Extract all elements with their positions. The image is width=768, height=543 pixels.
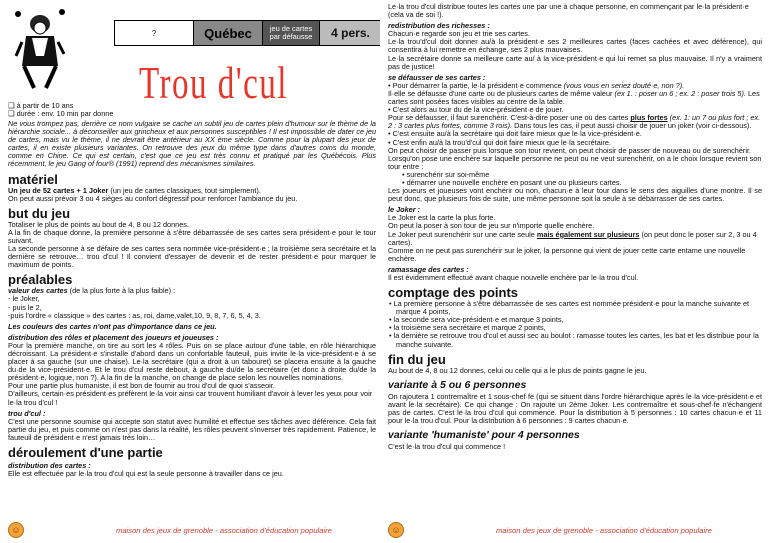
age-duration-block [8, 102, 113, 118]
page-title: Trou d'cul [139, 57, 288, 108]
distrib-roles-p1: Pour la première manche, on tire au sort les 4 rôles. Puis on se place autour d'une table, en rôle hiérarchique décroissant. La président·e s'installe d'abord dans un confortable fauteuil, puis invite le·la vice-président·e à se placer à sa gauche (sur une chaise). Le·la secrétaire (qui a droit à un tabouret) se placera ensuite à la gauche du·de la vice-président·e. Et le trou d'cul reste debout, à gauche du/de la secrétaire (et donc à droite du/de la président·e, logique, non ?). A la fin de la manche, on change de place selon les nouvelles nominations. [8, 340, 376, 383]
question-cell: ? [115, 21, 194, 45]
materiel-line2: On peut aussi prévoir 3 ou 4 sièges au confort dégressif pour renforcer l'ambiance du jeu. [8, 193, 298, 203]
players-label: 4 pers. [320, 21, 380, 45]
org-logo-icon: ☺ [8, 522, 24, 538]
footer-text: maison des jeux de grenoble - association d'éducation populaire [496, 525, 712, 535]
d4a: Pour se défausser, il faut surenchérir. C'est-à-dire poser une ou des cartes [388, 113, 631, 123]
redistrib-p1: Chacun·e regarde son jeu et trie ses cartes. [388, 29, 530, 39]
c4: • la dernière se retrouve trou d'cul et aussi sec au boulot : ramasse toutes les cartes, les bat et les distribue pour la manche suivante. [389, 331, 759, 349]
but-p2: A la fin de chaque donne, la première personne à s'être débarrassée de ses cartes sera président·e pour le tour suivant. [8, 227, 376, 245]
c2: • la seconde sera vice-président·e et marque 3 points, [389, 315, 564, 325]
variante1-heading: variante à 5 ou 6 personnes [388, 378, 527, 391]
couleurs-note: Les couleurs des cartes n'ont pas d'importance dans ce jeu. [8, 321, 217, 331]
but-heading: but du jeu [8, 205, 71, 221]
left-content [8, 120, 376, 478]
default-label: par défausse [269, 32, 313, 41]
ramassage-text: Il est évidemment effectué avant chaque nouvelle enchère par le·la trou d'cul. [388, 273, 639, 282]
j4: Comme on ne peut pas surenchérir sur le joker, la personne qui vient de jouer cette carte entame une nouvelle enchère. [388, 245, 746, 263]
duration-text: ❑ durée : env. 10 min par donne [8, 109, 114, 119]
header-banner [114, 20, 380, 46]
trou-heading: trou d'cul : [8, 408, 46, 418]
d2c: Les cartes sont posées faces visibles au centre de la table. [388, 88, 760, 107]
distrib-roles-heading: distribution des rôles et placement des joueurs et joueuses : [8, 332, 219, 342]
d1a: • Pour démarrer la partie, le·la président·e commence [388, 80, 564, 90]
d2a: Il·elle se défausse d'une carte ou de plusieurs cartes de même valeur [388, 88, 615, 98]
redistrib-p3: Le·la secrétaire donne sa meilleure carte au/ à la vice-président·e qui lui remet sa plus mauvaise. Il n'y a vraiment pas de justice! [388, 53, 762, 71]
variante2-text: C'est le·la trou d'cul qui commence ! [388, 442, 506, 452]
d6: • C'est enfin au/à la trou'd'cul qui doit faire mieux que le·la secrétaire. [388, 137, 611, 147]
right-page [388, 0, 764, 543]
jester-mascot-icon [14, 6, 66, 90]
valeur-l1: - le Joker, [8, 294, 40, 304]
d9: • surenchérir sur soi-même [402, 169, 490, 179]
ramassage-heading: ramassage des cartes : [388, 264, 469, 274]
valeur-l3: -puis l'ordre « classique » des cartes : as, roi, dame,valet,10, 9, 8, 7, 6, 5, 4, 3. [8, 310, 261, 320]
org-logo-icon: ☺ [388, 522, 404, 538]
right-content [388, 3, 762, 451]
d4b: plus fortes [630, 113, 668, 123]
j3c: (on peut donc le poser sur 2, 3 ou 4 cartes). [388, 229, 757, 247]
variante2-heading: variante 'humaniste' pour 4 personnes [388, 429, 580, 442]
defausser-heading: se défausser de ses cartes : [388, 72, 486, 82]
materiel-heading: matériel [8, 171, 58, 187]
valeur-label: valeur des cartes [8, 286, 68, 296]
fin-heading: fin du jeu [388, 351, 446, 367]
distrib-cartes-heading: distribution des cartes : [8, 461, 91, 470]
valeur-l2: - puis le 2, [8, 302, 42, 312]
fin-text: Au bout de 4, 8 ou 12 donnes, celui ou celle qui a le plus de points gagne le jeu. [388, 365, 647, 375]
prealables-heading: préalables [8, 272, 73, 288]
c3: • la troisième sera secrétaire et marque 2 points, [389, 323, 546, 333]
age-text: ❑ à partir de 10 ans [8, 101, 74, 110]
card-game-label: jeu de cartes [269, 24, 313, 33]
materiel-rest: (un jeu de cartes classiques, tout simplement). [108, 185, 261, 195]
distrib-cartes-text: Elle est effectuée par le·la trou d'cul qui est la seule personne à travailler dans ce jeu. [8, 469, 284, 479]
joker-heading: le Joker : [388, 205, 421, 215]
right-footer [388, 522, 712, 538]
d11: Les joueurs et joueuses vont enchérir ou non, chacun·e à leur tour dans le sens des aiguilles d'une montre. Il se peut donc, que plusieurs fois de suite, une même personne soit la seule à se débarrasser de ses cartes. [388, 186, 762, 204]
j3a: Le Joker peut surenchérir sur une carte seule [388, 229, 537, 239]
d10: • démarrer une nouvelle enchère en posant une ou plusieurs cartes. [402, 177, 622, 187]
game-type-label [263, 21, 320, 45]
comptage-heading: comptage des points [388, 285, 519, 301]
redistrib-heading: redistribution des richesses : [388, 21, 490, 31]
d8: Lorsqu'on pose une enchère sur laquelle personne ne peut ou ne veut surenchérir, on a le choix lorsque revient son tour entre : [388, 153, 762, 171]
d2b: (ex 1. : poser un 6 ; ex. 2 : poser trois 5). [614, 88, 746, 98]
left-page [4, 0, 380, 543]
j2: On peut la poser à son tour de jeu sur n'importe quelle enchère. [388, 221, 595, 231]
j1: Le Joker est la carte la plus forte. [388, 213, 496, 223]
right-intro: Le·la trou d'cul distribue toutes les cartes une par une à chaque personne, en commençant par le·la président·e (cela va de soi !). [388, 2, 749, 20]
but-p1: Totaliser le plus de points au bout de 4, 8 ou 12 donnes. [8, 219, 189, 229]
c1: • La première personne à s'être débarrassée de ses cartes est nommée président·e pour la manche suivante et marque 4 points, [389, 299, 750, 317]
trou-text: C'est une personne soumise qui accepte son statut avec humilité et effectue ses tâches avec déférence. Cela fait partie du jeu, et puis comme on n'est pas dans la réalité, les rôles peuvent s'inverser très rapidement. Patience, le fauteuil de président·e n'est jamais très loin… [8, 416, 376, 442]
deroulement-heading: déroulement d'une partie [8, 445, 163, 460]
valeur-rest: (de la plus forte à la plus faible) : [67, 286, 176, 296]
footer-text: maison des jeux de grenoble - association d'éducation populaire [116, 525, 332, 535]
redistrib-p2: Le·la trou'd'cul doit donner au/à la président·e ses 2 meilleures cartes (faces cachées et avec déférence), qui consentira à lui remettre en échange, ses 2 plus mauvaises. [388, 37, 762, 55]
d4c: (ex. 1: un 7 ou plus fort ; ex. 2 : 3 cartes plus fortes, comme 3 rois). [388, 113, 761, 131]
j3b: mais également sur plusieurs [536, 229, 640, 239]
region-label: Québec [194, 21, 263, 45]
distrib-roles-p2: Pour une partie plus humaniste, il est bon de fournir au trou d'cul de quoi s'asseoir. [8, 381, 275, 391]
d7: On peut choisir de passer puis lorsque son tour revient, on peut choisir de passer de nouveau ou de surenchérir. [388, 145, 752, 155]
d1b: (vous vous en seriez douté·e, non ?). [563, 80, 685, 90]
intro-text: Ne vous trompez pas, derrière ce nom vulgaire se cache un subtil jeu de cartes plein d'humour sur le thème de la hiérarchie sociale... à déconseiller aux grincheux et aux personnes susceptibles ! Il est impossible de dater ce jeu de cartes, mais vu le thème, il ne devrait être antérieur au XX ème siècle. Comme pour la plupart des jeux de cartes, il en existe plusieurs variantes. On retrouve des jeux du même type dans d'autres coins du monde, comme en Chine. Ce qui est certain, c'est que ce jeu est très connu et pratiqué par les Québécois. Plus récemment, le jeu Gang of four® (1991) reprend des mécanismes similaires. [8, 119, 376, 169]
variante1-text: On rajoutera 1 contremaître et 1 sous-chef·fe (qui se situent dans l'ordre hiérarchique après le·la vice-président·e et avant le·la secrétaire). Ce qui change : On rajoute un 2ème Joker. Les contremaître et sous-chef·fe n'échangent pas de cartes. C'est le·la trou d'cul qui commence. Pour la distribution à 5 personnes : 10 cartes chacun·e et 11 pour le·la trou d'cul. Pour la distribution à 6 personnes : 9 cartes chacun·e. [388, 391, 762, 426]
but-p3: La seconde personne à se défaire de ses cartes sera nommée vice-président·e ; la troisième sera secrétaire et la dernière se retrouve… trou d'cul ! Il convient d'essayer de devenir et de rester président·e pour marquer le maximum de points. [8, 244, 376, 270]
d5: • C'est ensuite au/à la secrétaire qui doit faire mieux que le·la vice-président·e. [388, 129, 642, 139]
d4d: Dans tous les cas, il peut aussi choisir de jouer un joker (voir ci-dessous). [512, 121, 752, 131]
left-footer [8, 522, 332, 538]
distrib-roles-p3: D'ailleurs, certain·es président·es préfèrent le·la voir ainsi car trouvent humiliant d'avoir à lever les yeux pour voir le·la trou d'cul ! [8, 389, 373, 407]
d3: • C'est alors au tour du de la vice-président·e de jouer. [388, 105, 564, 115]
materiel-bold: Un jeu de 52 cartes + 1 Joker [8, 185, 109, 195]
